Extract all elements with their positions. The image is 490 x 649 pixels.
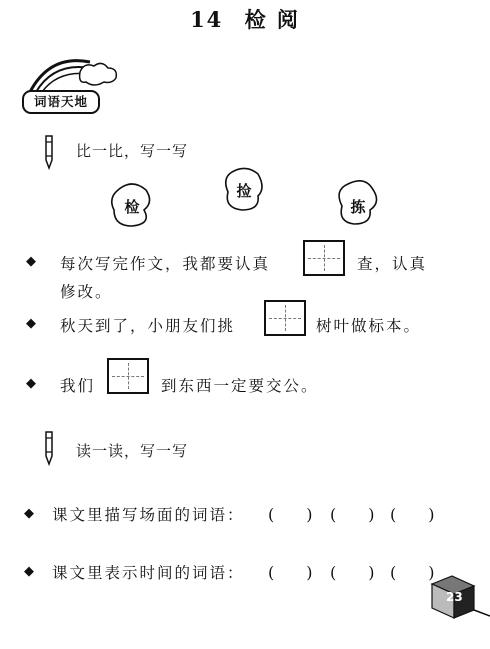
answer-box-2[interactable] — [264, 300, 306, 336]
blank-2-2[interactable]: ( ) — [330, 563, 375, 582]
bean-2 — [220, 164, 268, 218]
sentence-3-after: 到东西一定要交公。 — [161, 377, 319, 395]
sentence-1-after: 查，认真 — [357, 255, 428, 273]
lesson-title: 检 阅 — [244, 7, 300, 32]
section-heading-read: 读一读，写一写 — [76, 442, 189, 460]
bean-char-3: 拣 — [350, 198, 366, 216]
pen-icon — [42, 430, 56, 466]
bullet-diamond-icon: ◆ — [24, 564, 34, 579]
cloud-icon — [80, 63, 117, 85]
banner-label: 词语天地 — [22, 90, 100, 114]
sentence-2-before: 秋天到了，小朋友们挑 — [60, 317, 236, 335]
section-heading-compare: 比一比，写一写 — [76, 142, 189, 160]
answer-box-3[interactable] — [107, 358, 149, 394]
bullet-diamond-icon: ◆ — [24, 506, 34, 521]
question-1-label: 课文里描写场面的词语： — [52, 506, 245, 524]
pen-icon — [42, 134, 56, 170]
sentence-3-before: 我们 — [60, 377, 96, 395]
page-title — [0, 4, 490, 34]
answer-box-1[interactable] — [303, 240, 345, 276]
lesson-number: 14 — [190, 7, 224, 32]
page-number: 23 — [446, 590, 463, 604]
blank-1-1[interactable]: ( ) — [268, 505, 313, 524]
blank-2-1[interactable]: ( ) — [268, 563, 313, 582]
blank-1-2[interactable]: ( ) — [330, 505, 375, 524]
bean-1 — [108, 180, 156, 234]
bean-char-1: 检 — [124, 198, 140, 216]
sentence-1-before: 每次写完作文，我都要认真 — [60, 255, 271, 273]
bullet-diamond-icon: ◆ — [26, 254, 36, 269]
blank-1-3[interactable]: ( ) — [390, 505, 435, 524]
bean-3 — [334, 178, 382, 232]
bullet-diamond-icon: ◆ — [26, 376, 36, 391]
question-2-label: 课文里表示时间的词语： — [52, 564, 245, 582]
rainbow-icon — [20, 52, 120, 94]
blank-2-3[interactable]: ( ) — [390, 563, 435, 582]
sentence-1-line2: 修改。 — [60, 283, 113, 301]
sentence-2-after: 树叶做标本。 — [316, 317, 422, 335]
word-world-banner — [20, 52, 120, 114]
bean-char-2: 捡 — [236, 182, 252, 200]
bullet-diamond-icon: ◆ — [26, 316, 36, 331]
